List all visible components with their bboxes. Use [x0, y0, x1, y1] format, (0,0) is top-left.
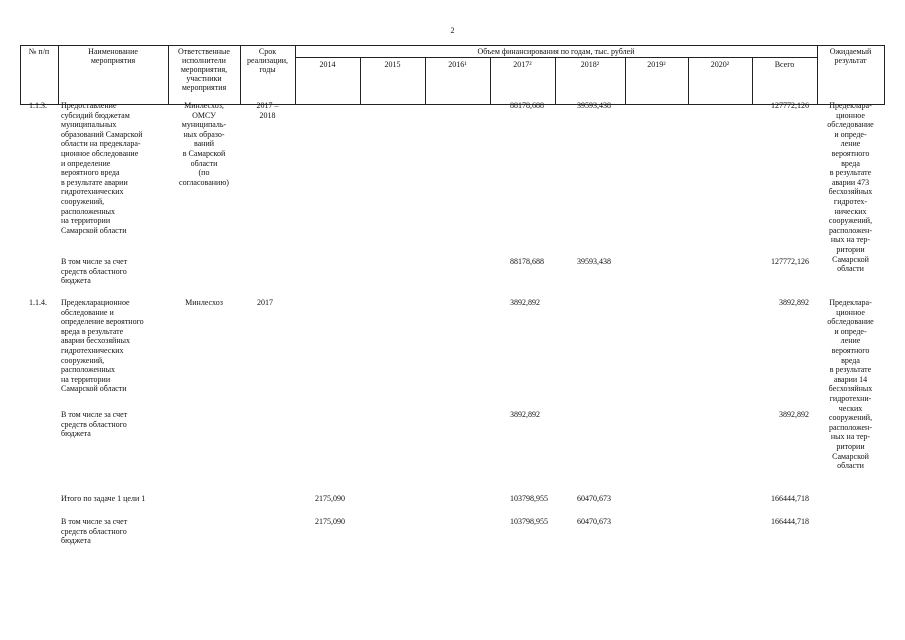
table-top-border [20, 45, 885, 46]
header-year: 2015 [384, 60, 401, 69]
header-year: 2019² [647, 60, 666, 69]
totals-value-total: 166444,718 [771, 494, 809, 503]
row-value-2017: 88178,688 [510, 101, 544, 110]
row-sub-value-2017: 3892,892 [510, 410, 540, 419]
page-number: 2 [450, 26, 455, 35]
header-year: 2018² [580, 60, 600, 69]
header-responsible: Ответственные исполнители мероприятия, участники мероприятия [178, 47, 230, 92]
header-total: Всего [774, 60, 795, 69]
row-sub-value-2017: 88178,688 [510, 257, 544, 266]
row-sub-value-total: 3892,892 [779, 410, 809, 419]
row-num: 1.1.4. [29, 298, 47, 307]
totals-value-2017: 103798,955 [510, 494, 548, 503]
row-name: Предоставление субсидий бюджетам муниципальных образований Самарской области на предеклара- ционное обследование и определение вероятного вреда в результате аварии гидротехнических сооружений, расположенных на территории Самарской области [61, 101, 143, 235]
header-year: 2016¹ [448, 60, 467, 69]
totals-value-2018: 60470,673 [577, 494, 611, 503]
row-sub-value-total: 127772,126 [771, 257, 809, 266]
row-term: 2017 – 2018 [256, 101, 279, 120]
header-term: Срок реализации, годы [246, 47, 289, 74]
row-term: 2017 [257, 298, 273, 307]
header-year: 2020² [710, 60, 730, 69]
header-year: 2017² [513, 60, 532, 69]
row-sub-value-2018: 39593,438 [577, 257, 611, 266]
row-result: Предеклара- ционное обследование и опреде- ление вероятного вреда в результате аварии 14 бесхозяйных гидротехни- ческих сооружений, расположен- ных на тер- ритории Самарской области [827, 298, 874, 471]
row-responsible: Минлесхоз, ОМСУ муниципаль- ных образо- ваний в Самарской области (по согласованию) [179, 101, 229, 187]
totals-label: Итого по задаче 1 цели 1 [61, 494, 146, 503]
row-name: Предекларационное обследование и определение вероятного вреда в результате аварии бесхозяйных гидротехнических сооружений, расположенных на территории Самарской области [61, 298, 144, 394]
row-sub-name: В том числе за счет средств областного бюджета [61, 257, 128, 286]
row-responsible: Минлесхоз [185, 298, 223, 307]
header-num: № п/п [28, 47, 50, 56]
row-value-total: 3892,892 [779, 298, 809, 307]
totals-sub-value-2018: 60470,673 [577, 517, 611, 526]
header-year: 2014 [319, 60, 336, 69]
row-result: Предеклара- ционное обследование и опреде- ление вероятного вреда в результате аварии 473 бесхозяйных гидротех- нических сооружений, расположен- ных на тер- ритории Самарской области [827, 101, 874, 274]
totals-sub-value-2014: 2175,090 [315, 517, 345, 526]
row-value-2018: 39593,438 [577, 101, 611, 110]
header-divider [295, 57, 817, 58]
totals-value-2014: 2175,090 [315, 494, 345, 503]
header-name: Наименование мероприятия [88, 47, 138, 65]
header-result: Ожидаемый результат [829, 47, 872, 65]
totals-sub-value-2017: 103798,955 [510, 517, 548, 526]
row-num: 1.1.3. [29, 101, 47, 110]
row-value-2017: 3892,892 [510, 298, 540, 307]
row-value-total: 127772,126 [771, 101, 809, 110]
totals-sub-label: В том числе за счет средств областного бюджета [61, 517, 128, 546]
table-border-right [884, 45, 885, 104]
totals-sub-value-total: 166444,718 [771, 517, 809, 526]
header-funding: Объем финансирования по годам, тыс. рублей [477, 47, 635, 56]
row-sub-name: В том числе за счет средств областного бюджета [61, 410, 128, 439]
